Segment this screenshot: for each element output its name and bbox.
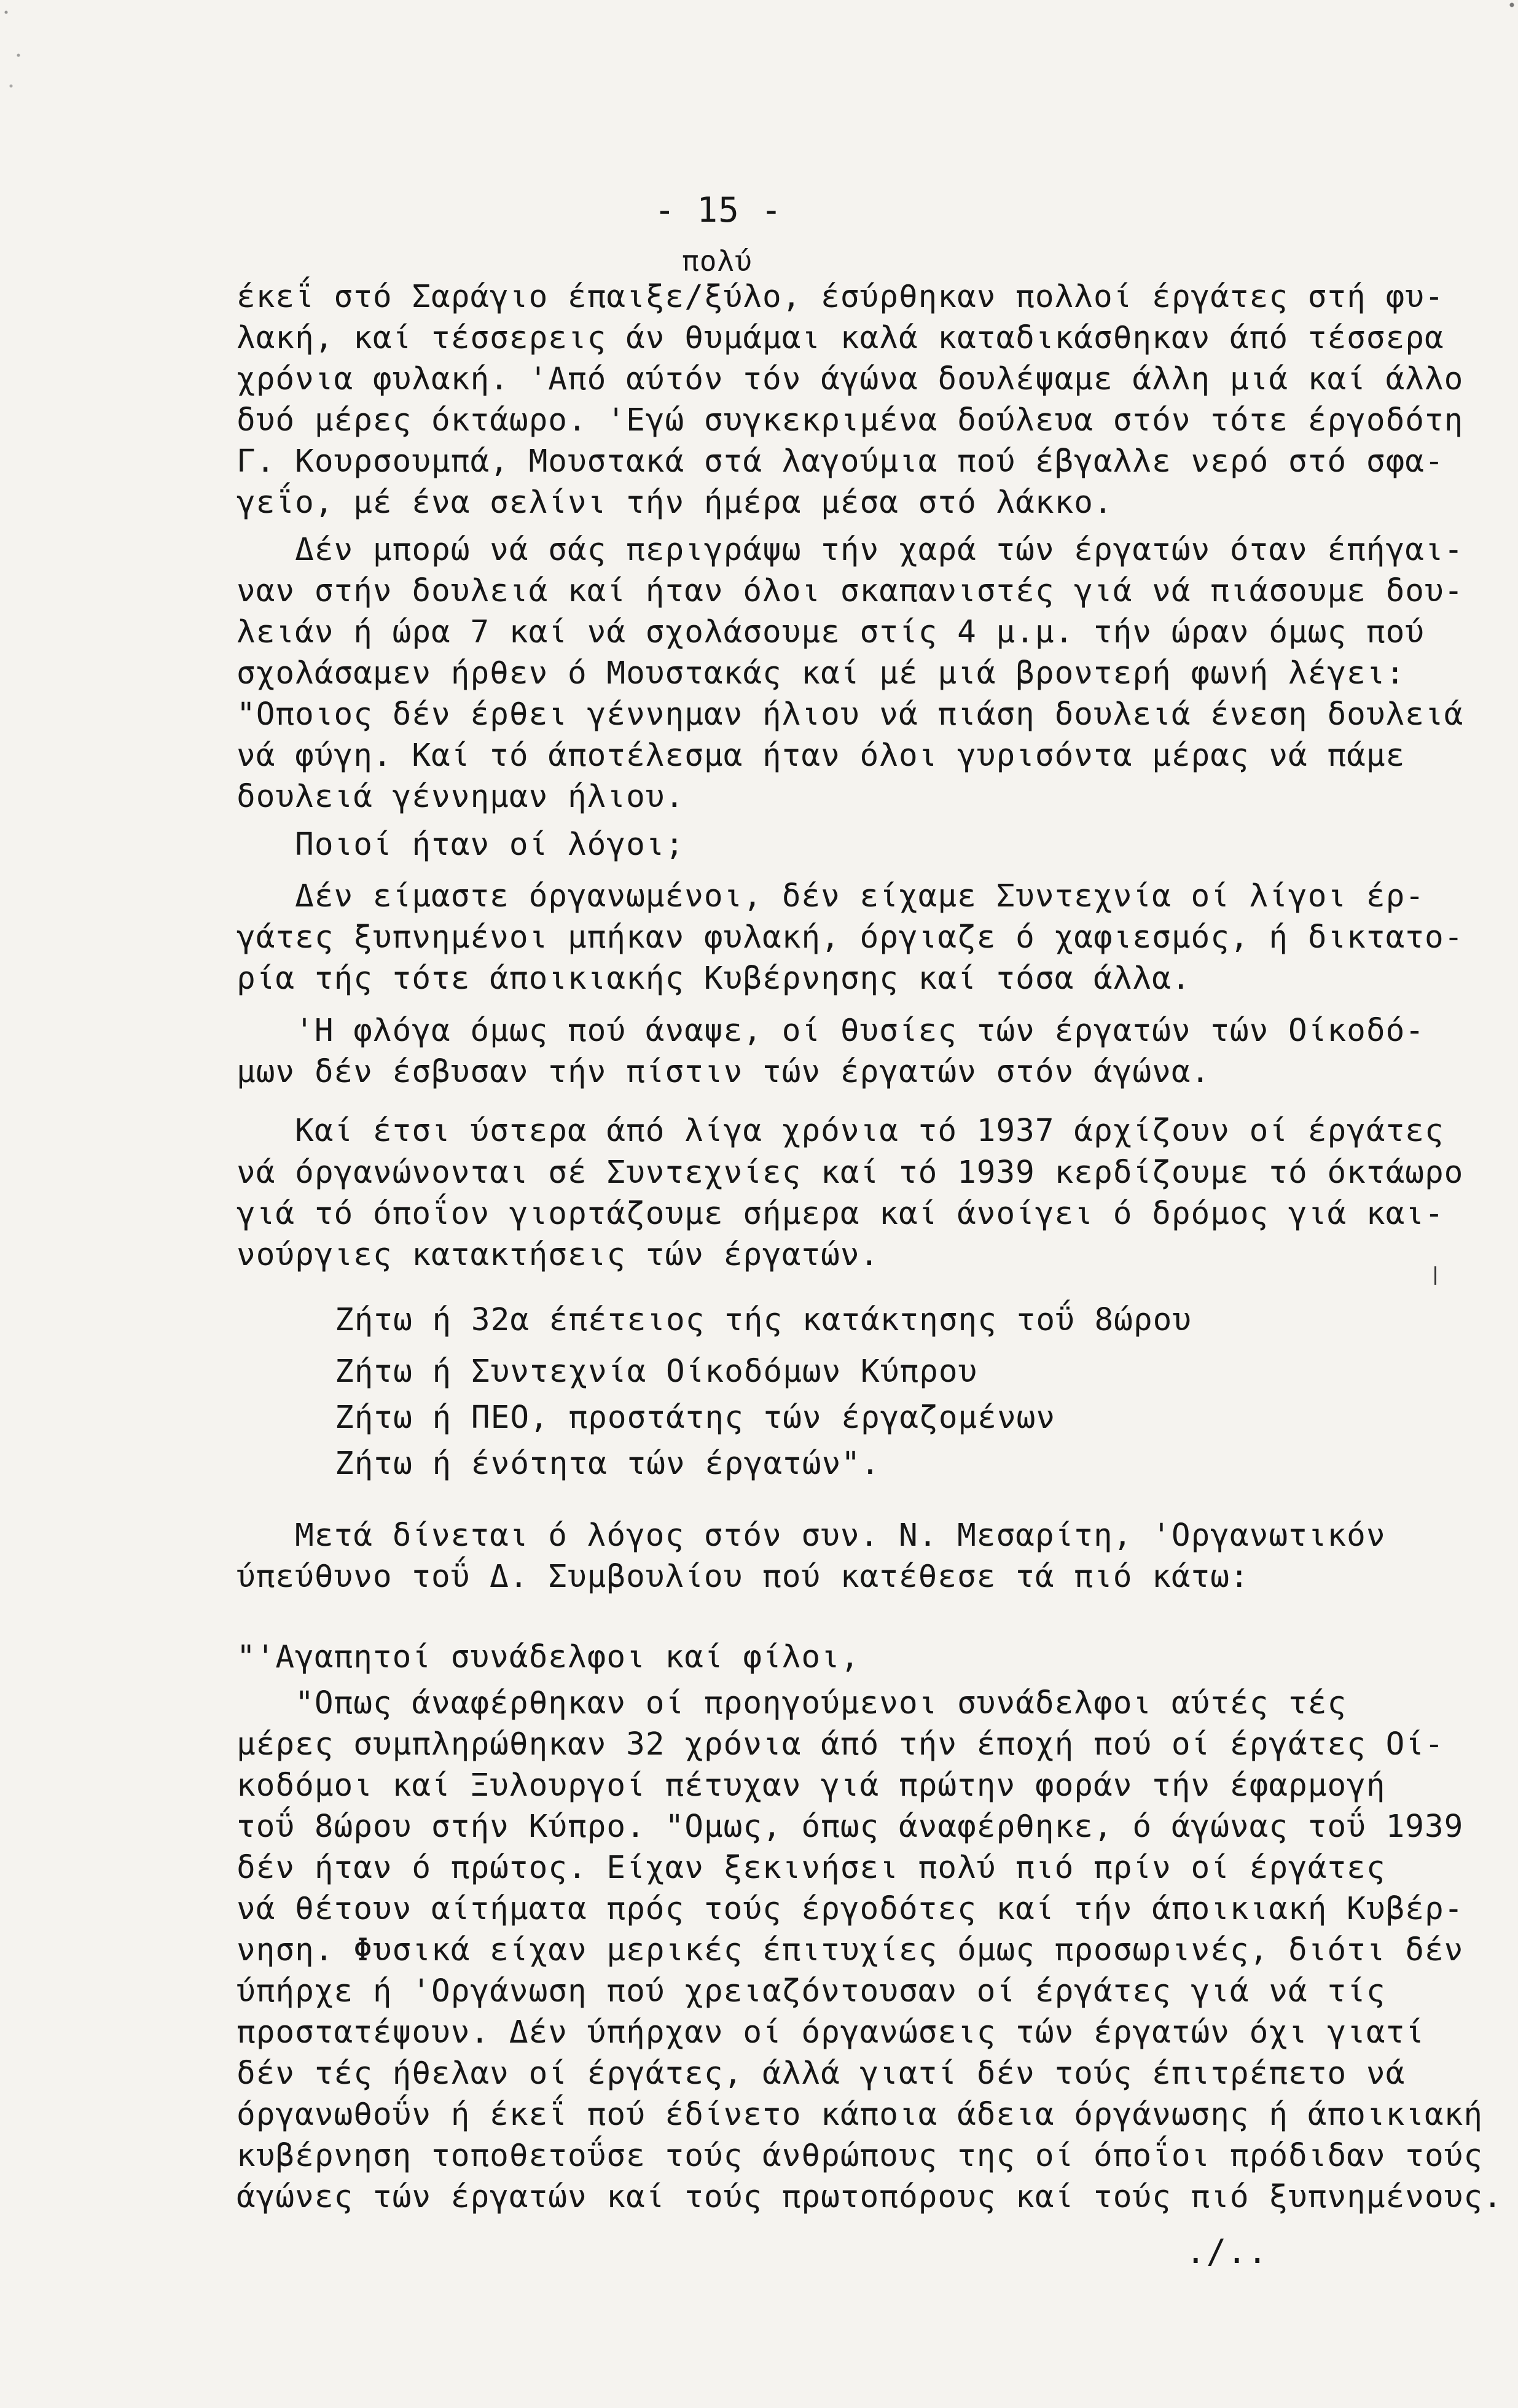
text-line: Δέν μπορώ νά σάς περιγράψω τήν χαρά τών έργατών όταν έπήγαι- bbox=[237, 532, 1464, 568]
text-line: νηση. Φυσικά είχαν μερικές έπιτυχίες όμως προσωρινές, διότι δέν bbox=[237, 1932, 1464, 1968]
text-line: τοΰ 8ώρου στήν Κύπρο. "Ομως, όπως άναφέρθηκε, ό άγώνας τοΰ 1939 bbox=[237, 1809, 1464, 1845]
text-line: "Οπως άναφέρθηκαν οί προηγούμενοι συνάδελφοι αύτές τές bbox=[237, 1685, 1347, 1721]
text-line: δέν ήταν ό πρώτος. Είχαν ξεκινήσει πολύ πιό πρίν οί έργάτες bbox=[237, 1850, 1386, 1886]
text-line: άγώνες τών έργατών καί τούς πρωτοπόρους καί τούς πιό ξυπνημένους. bbox=[237, 2179, 1503, 2215]
text-line: έκεΐ στό Σαράγιο έπαιξε/ξύλο, έσύρθηκαν πολλοί έργάτες στή φυ- bbox=[237, 279, 1444, 315]
paragraph-7 bbox=[237, 1152, 1465, 1276]
text-line: λειάν ή ώρα 7 καί νά σχολάσουμε στίς 4 μ.μ. τήν ώραν όμως πού bbox=[237, 614, 1425, 650]
text-line: προστατέψουν. Δέν ύπήρχαν οί όργανώσεις τών έργατών όχι γιατί bbox=[237, 2014, 1425, 2051]
slogan-line: Ζήτω ή ένότητα τών έργατών". bbox=[335, 1446, 880, 1482]
text-line: γιά τό όποΐον γιορτάζουμε σήμερα καί άνοίγει ό δρόμος γιά και- bbox=[237, 1196, 1444, 1232]
slogan-line: Ζήτω ή ΠΕΟ, προστάτης τών έργαζομένων bbox=[335, 1400, 1056, 1436]
text-line: Δέν είμαστε όργανωμένοι, δέν είχαμε Συντεχνία οί λίγοι έρ- bbox=[237, 878, 1425, 914]
slogan-list bbox=[335, 1295, 1192, 1490]
scan-punch-marks bbox=[0, 0, 37, 111]
text-line: δυό μέρες όκτάωρο. 'Εγώ συγκεκριμένα δούλευα στόν τότε έργοδότη bbox=[237, 402, 1464, 438]
salutation bbox=[237, 1637, 1465, 1678]
scan-corner-mark bbox=[1493, 0, 1518, 25]
text-line: "Οποιος δέν έρθει γέννημαν ήλιου νά πιάση δουλειά ένεση δουλειά bbox=[237, 696, 1464, 733]
paragraph-4 bbox=[237, 876, 1465, 999]
text-line: Μετά δίνεται ό λόγος στόν συν. Ν. Μεσαρίτη, 'Οργανωτικόν bbox=[237, 1518, 1386, 1554]
text-line: νά φύγη. Καί τό άποτέλεσμα ήταν όλοι γυρισόντα μέρας νά πάμε bbox=[237, 738, 1406, 774]
paragraph-5 bbox=[237, 1010, 1465, 1093]
text-line: ρία τής τότε άποικιακής Κυβέρνησης καί τόσα άλλα. bbox=[237, 960, 1191, 997]
text-line: γάτες ξυπνημένοι μπήκαν φυλακή, όργιαζε ό χαφιεσμός, ή δικτατο- bbox=[237, 919, 1464, 956]
continuation-mark: ./.. bbox=[1186, 2232, 1269, 2271]
slogan-line: Ζήτω ή 32α έπέτειος τής κατάκτησης τοΰ 8ώρου bbox=[335, 1302, 1192, 1338]
text-line: μων δέν έσβυσαν τήν πίστιν τών έργατών στόν άγώνα. bbox=[237, 1054, 1211, 1090]
text-line: 'Η φλόγα όμως πού άναψε, οί θυσίες τών έργατών τών Οίκοδό- bbox=[237, 1013, 1425, 1049]
text-line: Ποιοί ήταν οί λόγοι; bbox=[237, 827, 685, 863]
text-line: ναν στήν δουλειά καί ήταν όλοι σκαπανιστές γιά νά πιάσουμε δου- bbox=[237, 573, 1464, 609]
page-number: - 15 - bbox=[654, 190, 783, 230]
text-line: μέρες συμπληρώθηκαν 32 χρόνια άπό τήν έποχή πού οί έργάτες Οί- bbox=[237, 1726, 1444, 1763]
slogan-line: Ζήτω ή Συντεχνία Οίκοδόμων Κύπρου bbox=[335, 1354, 978, 1390]
text-line: Καί έτσι ύστερα άπό λίγα χρόνια τό 1937 άρχίζουν οί έργάτες bbox=[237, 1113, 1444, 1149]
text-line: όργανωθοΰν ή έκεΐ πού έδίνετο κάποια άδεια όργάνωσης ή άποικιακή bbox=[237, 2097, 1484, 2133]
paragraph-1 bbox=[237, 276, 1465, 523]
text-line: σχολάσαμεν ήρθεν ό Μουστακάς καί μέ μιά βροντερή φωνή λέγει: bbox=[237, 655, 1406, 692]
text-line: Γ. Κουρσουμπά, Μουστακά στά λαγούμια πού έβγαλλε νερό στό σφα- bbox=[237, 443, 1444, 480]
text-line: δέν τές ήθελαν οί έργάτες, άλλά γιατί δέν τούς έπιτρέπετο νά bbox=[237, 2055, 1406, 2092]
text-line: κοδόμοι καί Ξυλουργοί πέτυχαν γιά πρώτην φοράν τήν έφαρμογή bbox=[237, 1767, 1386, 1804]
text-line: "'Αγαπητοί συνάδελφοι καί φίλοι, bbox=[237, 1639, 860, 1675]
paragraph-2 bbox=[237, 529, 1465, 817]
paragraph-8 bbox=[237, 1515, 1465, 1597]
stray-pen-mark bbox=[1434, 1266, 1436, 1285]
text-line: δουλειά γέννημαν ήλιου. bbox=[237, 779, 685, 815]
paragraph-6 bbox=[237, 1110, 1465, 1151]
text-line: χρόνια φυλακή. 'Από αύτόν τόν άγώνα δουλέψαμε άλλη μιά καί άλλο bbox=[237, 361, 1464, 397]
text-line: νούργιες κατακτήσεις τών έργατών. bbox=[237, 1237, 880, 1273]
text-line: λακή, καί τέσσερεις άν θυμάμαι καλά καταδικάσθηκαν άπό τέσσερα bbox=[237, 320, 1444, 356]
text-line: νά όργανώνονται σέ Συντεχνίες καί τό 1939 κερδίζουμε τό όκτάωρο bbox=[237, 1155, 1464, 1191]
text-line: γεΐο, μέ ένα σελίνι τήν ήμέρα μέσα στό λάκκο. bbox=[237, 485, 1113, 521]
paragraph-10 bbox=[237, 1683, 1503, 2218]
text-line: νά θέτουν αίτήματα πρός τούς έργοδότες καί τήν άποικιακή Κυβέρ- bbox=[237, 1891, 1464, 1927]
interlinear-insertion: πολύ bbox=[682, 244, 753, 278]
text-line: ύπεύθυνο τοΰ Δ. Συμβουλίου πού κατέθεσε τά πιό κάτω: bbox=[237, 1559, 1250, 1595]
paragraph-3 bbox=[237, 824, 1465, 865]
text-line: κυβέρνηση τοποθετοΰσε τούς άνθρώπους της οί όποΐοι πρόδιδαν τούς bbox=[237, 2138, 1484, 2174]
text-line: ύπήρχε ή 'Οργάνωση πού χρειαζόντουσαν οί έργάτες γιά νά τίς bbox=[237, 1973, 1386, 2009]
